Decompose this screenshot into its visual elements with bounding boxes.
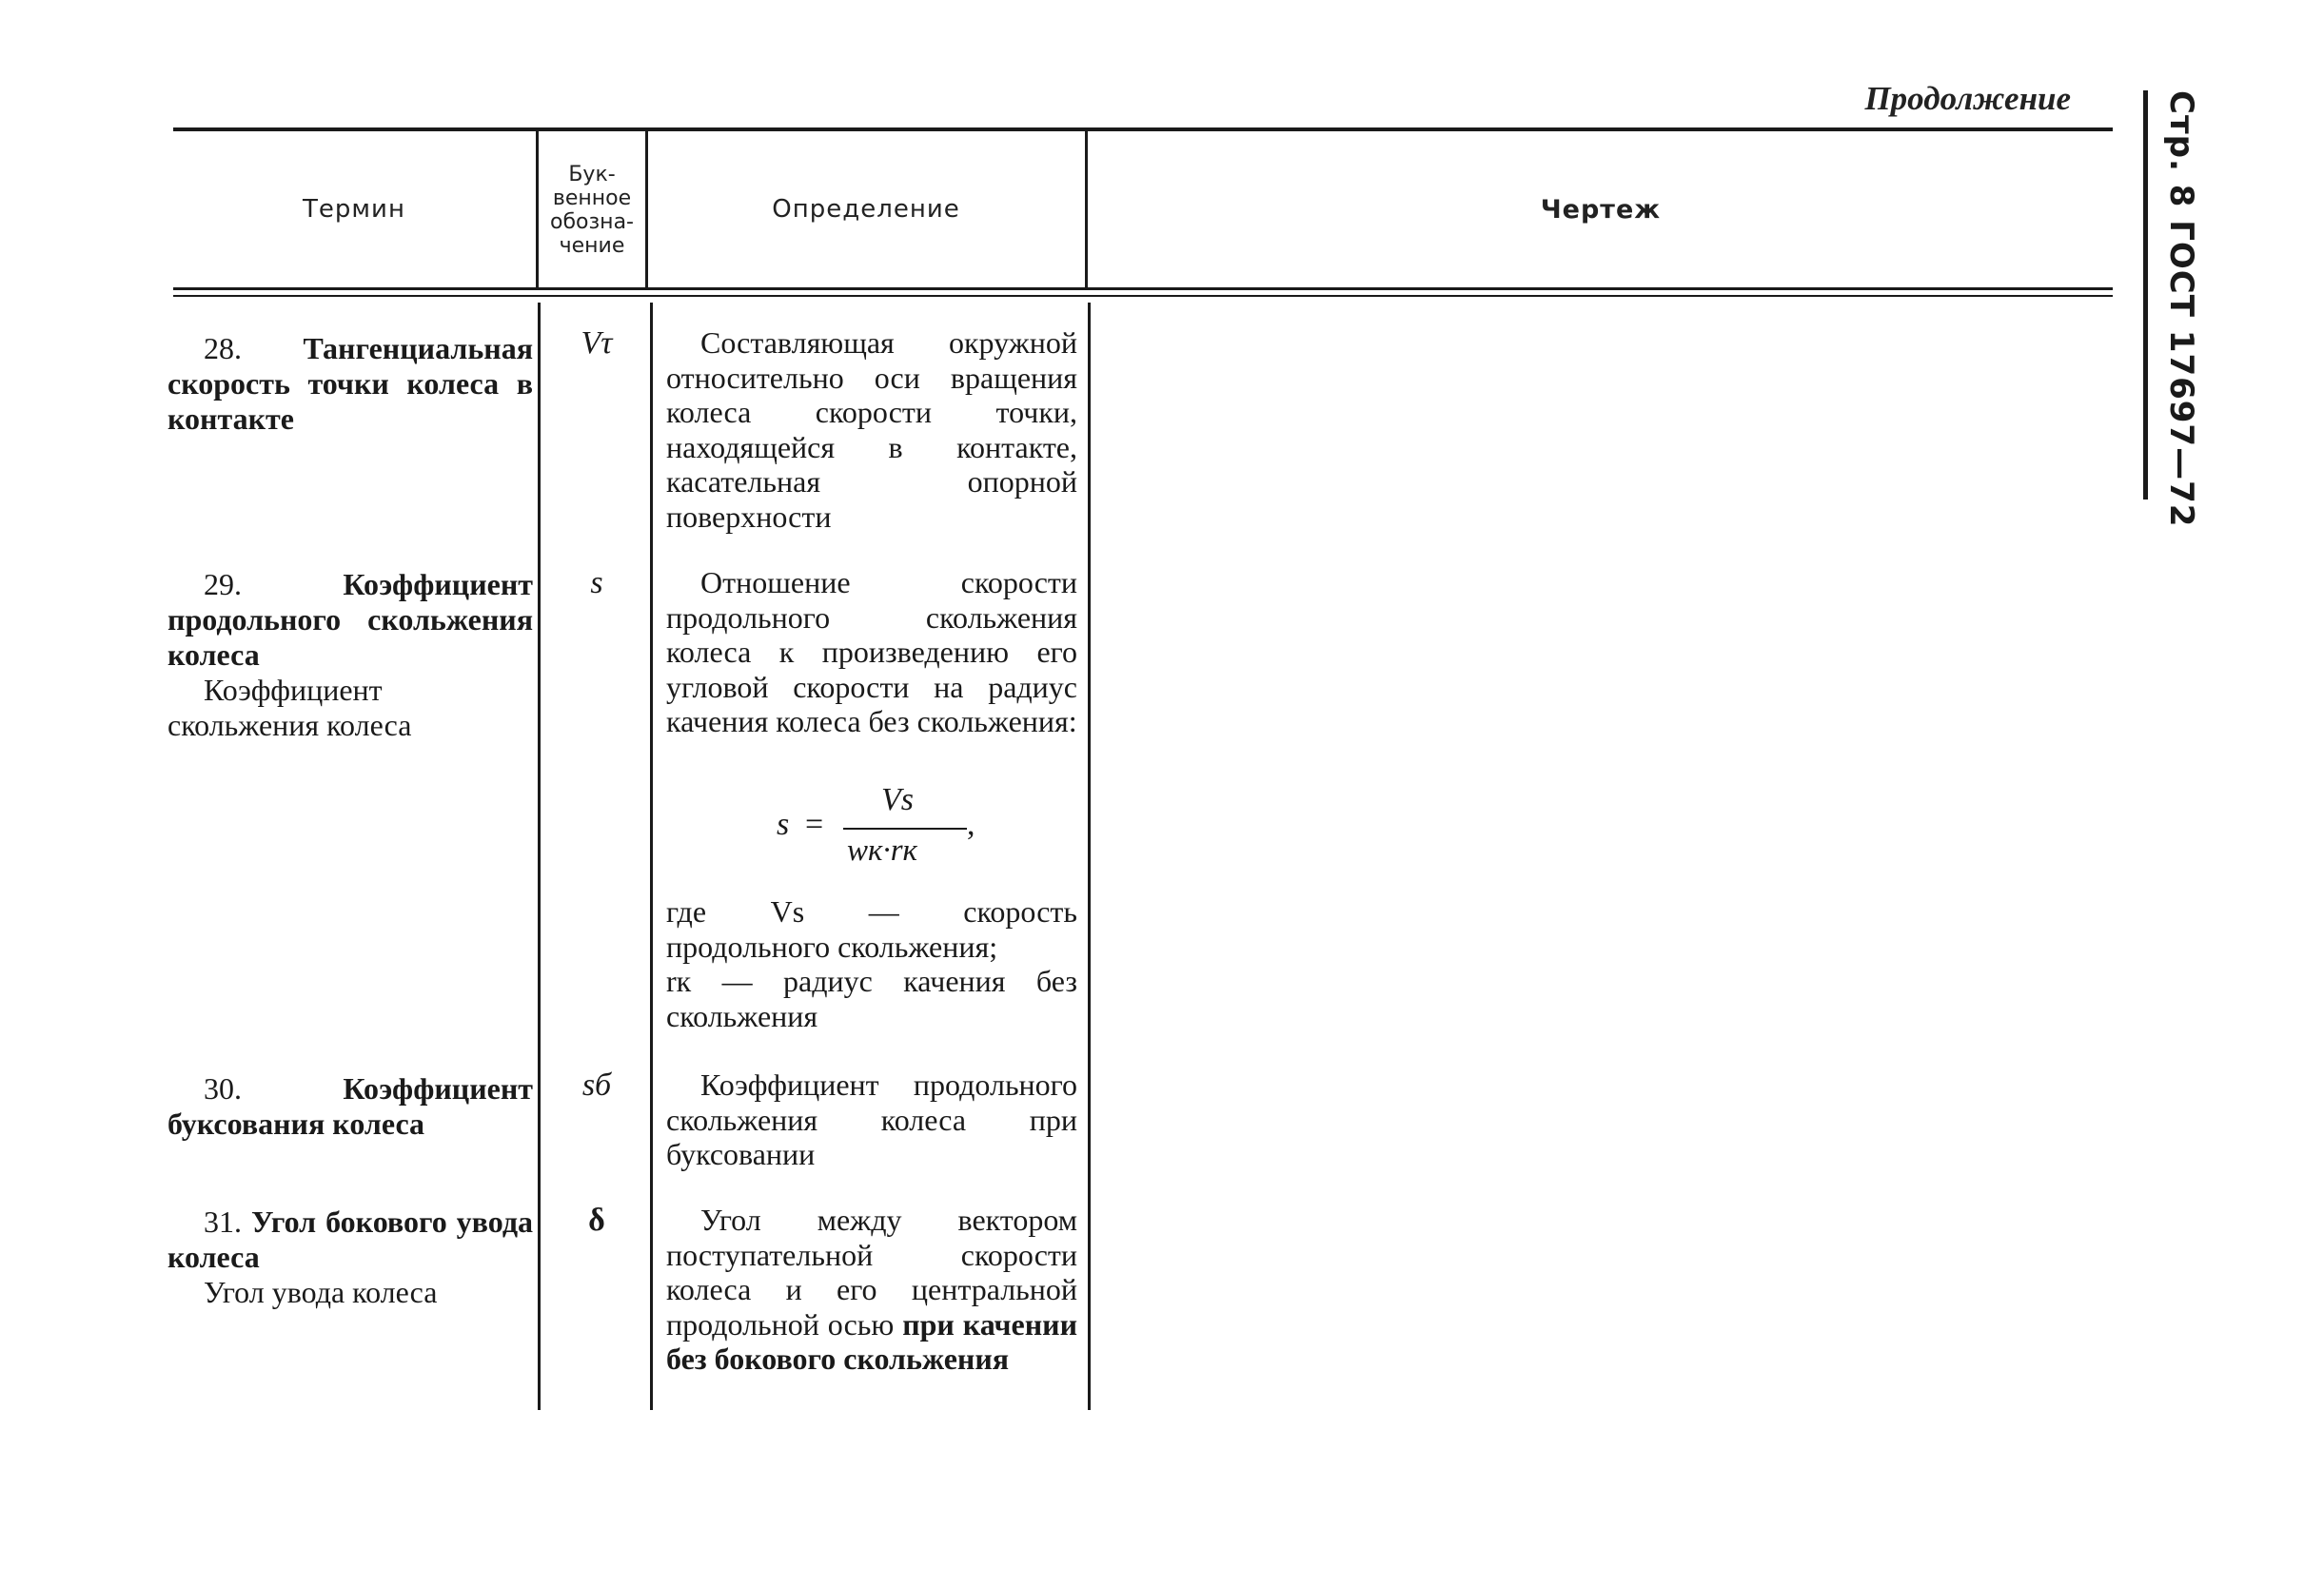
definition-31 <box>666 1203 1077 1377</box>
column-header-symbol-line-2: венное <box>552 186 632 210</box>
term-31 <box>167 1205 533 1310</box>
header-bottom-rule-2 <box>173 295 2113 297</box>
definition-31-bold: при качении без бокового скольжения <box>666 1306 1077 1376</box>
term-30 <box>167 1071 533 1142</box>
definition-30: Коэффициент продольного скольжения колеса при буксовании <box>666 1068 1077 1171</box>
body-divider-2 <box>650 303 653 1410</box>
continuation-label: Продолжение <box>1864 80 2071 117</box>
column-header-symbol-line-3: обозна- <box>550 210 634 234</box>
body-divider-1 <box>538 303 541 1410</box>
fraction-bar <box>843 828 967 830</box>
symbol-28: Vτ <box>581 325 613 361</box>
formula-equals: = <box>805 807 824 842</box>
term-number: 31. <box>204 1205 242 1239</box>
column-header-drawing: Чертеж <box>1540 194 1662 225</box>
formula-denominator: wк·rк <box>847 833 917 868</box>
term-name: Коэффициент буксования колеса <box>167 1071 533 1141</box>
term-synonym: Коэффициент скольжения колеса <box>167 673 412 742</box>
symbol-29: s <box>590 565 603 600</box>
column-header-term: Термин <box>303 195 405 224</box>
page-side-label <box>2141 90 2208 528</box>
explanation-line-rk: rк — радиус качения без скольжения <box>666 964 1077 1033</box>
symbol-31: δ <box>588 1203 605 1238</box>
term-name: Тангенциальная скорость точки колеса в контакте <box>167 331 533 436</box>
term-number: 30. <box>204 1071 242 1106</box>
formula-lhs: s <box>777 807 790 842</box>
column-divider-2 <box>645 129 648 287</box>
term-name: Угол бокового увода колеса <box>167 1205 533 1274</box>
term-number: 29. <box>204 567 242 601</box>
formula-numerator: Vs <box>881 782 914 817</box>
header-bottom-rule-1 <box>173 287 2113 290</box>
formula-explanation <box>666 894 1077 1033</box>
column-divider-3 <box>1085 129 1088 287</box>
column-header-symbol <box>539 131 645 289</box>
definition-31-plain: Угол между вектором поступательной скорости колеса и его центральной продольной осью <box>666 1203 1077 1342</box>
definition-29: Отношение скорости продольного скольжения колеса к произведению его угловой скорости на радиус качения колеса без скольжения: <box>666 565 1077 738</box>
term-28 <box>167 331 533 437</box>
side-label-text: Стр. 8 ГОСТ 17697—72 <box>2162 90 2200 528</box>
formula-comma: , <box>967 807 975 842</box>
term-number: 28. <box>204 331 242 365</box>
body-divider-3 <box>1088 303 1091 1410</box>
term-29 <box>167 567 533 743</box>
symbol-30: sб <box>581 1068 612 1103</box>
column-header-symbol-line-1: Бук- <box>568 163 616 186</box>
definition-28: Составляющая окружной относительно оси вращения колеса скорости точки, находящейся в контакте, касательная опорной поверхности <box>666 325 1077 534</box>
term-synonym: Угол увода колеса <box>204 1275 438 1309</box>
column-header-definition: Определение <box>772 195 960 224</box>
side-label-rule <box>2143 90 2148 500</box>
formula-slip-coefficient <box>777 782 975 877</box>
term-name: Коэффициент продольного скольжения колеса <box>167 567 533 672</box>
explanation-line-vs: где Vs — скорость продольного скольжения; <box>666 894 1077 964</box>
table-top-rule <box>173 127 2113 131</box>
column-header-symbol-line-4: чение <box>559 234 625 258</box>
